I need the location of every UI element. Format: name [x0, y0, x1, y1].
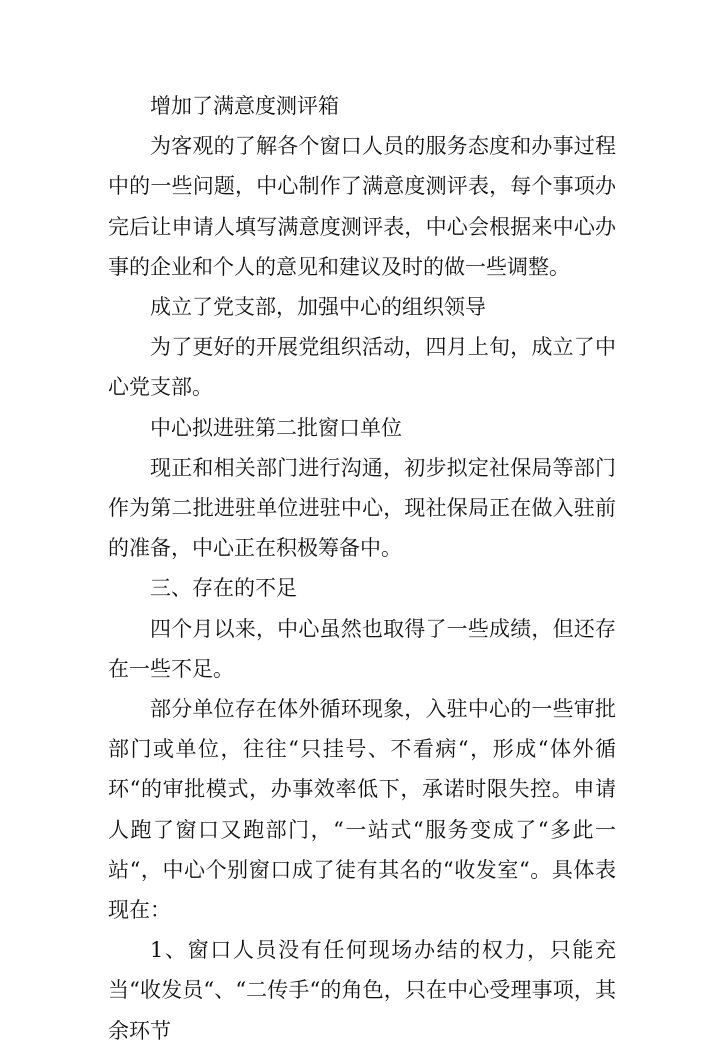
heading-shortcomings: 三、存在的不足 — [150, 576, 297, 601]
heading-party-branch: 成立了党支部，加强中心的组织领导 — [150, 295, 486, 320]
document-body — [108, 86, 616, 1051]
heading-satisfaction-box: 增加了满意度测评箱 — [150, 94, 339, 118]
paragraph-second-batch: 现正和相关部门进行沟通，初步拟定社保局等部门作为第二批进驻单位进驻中心，现社保局正在做入驻前的准备，中心正在积极筹备中。 — [108, 455, 616, 561]
paragraph-external-circulation: 部分单位存在体外循环现象，入驻中心的一些审批部门或单位，往往“只挂号、不看病“，形成“体外循环“的审批模式，办事效率低下，承诺时限失控。申请人跑了窗口又跑部门，“一站式“服务变成了“多此一站“，中心个别窗口成了徒有其名的“收发室“。具体表现在： — [108, 697, 616, 923]
paragraph-satisfaction-survey: 为客观的了解各个窗口人员的服务态度和办事过程中的一些问题，中心制作了满意度测评表，每个事项办完后让申请人填写满意度测评表，中心会根据来中心办事的企业和个人的意见和建议及时的做一些调整。 — [108, 134, 616, 279]
paragraph-shortcomings-intro: 四个月以来，中心虽然也取得了一些成绩，但还存在一些不足。 — [108, 616, 616, 681]
paragraph-item-1: 1、窗口人员没有任何现场办结的权力，只能充当“收发员“、“二传手“的角色，只在中心受理事项，其余环节 — [108, 938, 616, 1043]
heading-second-batch: 中心拟进驻第二批窗口单位 — [150, 415, 402, 440]
paragraph-party-branch: 为了更好的开展党组织活动，四月上旬，成立了中心党支部。 — [108, 335, 616, 400]
